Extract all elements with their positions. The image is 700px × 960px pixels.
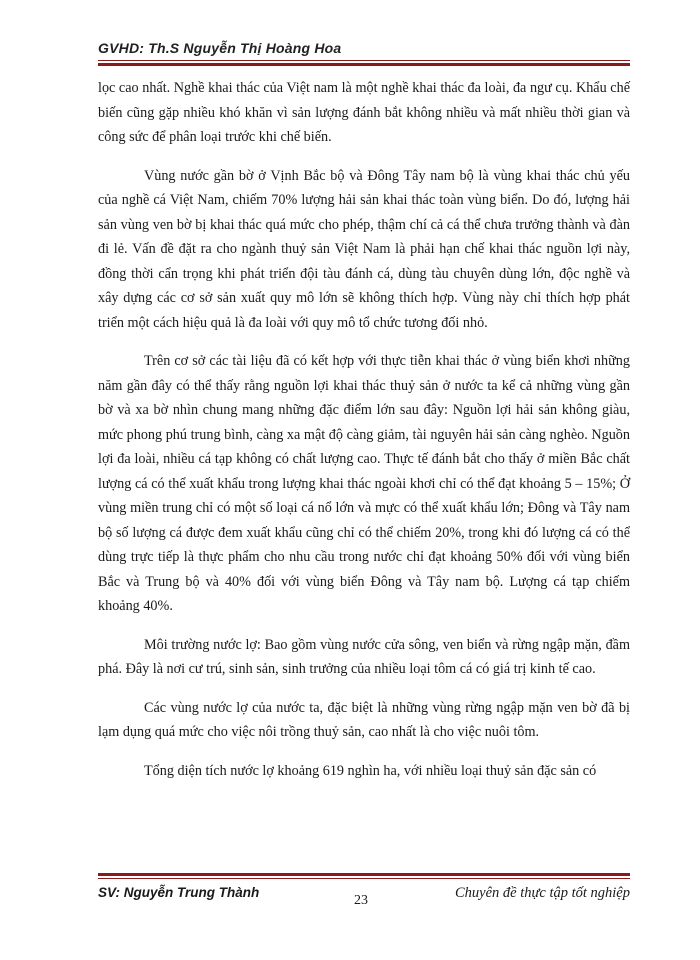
page-header: [98, 40, 630, 66]
header-rule-thin: [98, 60, 630, 61]
document-body: [98, 76, 630, 797]
header-rule-thick: [98, 63, 630, 66]
page-footer: [98, 873, 630, 915]
paragraph-offshore-resources: Trên cơ sở các tài liệu đã có kết hợp với thực tiễn khai thác ở vùng biển khơi những năm gần đây có thể thấy rằng nguồn lợi khai thác thuỷ sản ở nước ta kể cả những vùng gần bờ và xa bờ nhìn chung mang những đặc điểm lớn sau đây: Nguồn lợi hải sản không giàu, mức phong phú trung bình, càng xa mật độ càng giảm, tài nguyên hải sản càng nghèo. Nguồn lợi đa loài, nhiều cá tạp không có chất lượng cao. Thực tế đánh bắt cho thấy ở miền Bắc chất lượng cá có thể xuất khẩu trong lượng khai thác ngoài khơi chỉ có thể đạt khoảng 5 – 15%; Ở vùng miền trung chỉ có một số loại cá nổ lớn và mực có thể xuất khẩu lớn; Đông và Tây nam bộ số lượng cá được đem xuất khẩu cũng chỉ có thể chiếm 20%, trong khi đó lượng cá có thể dùng trực tiếp là thực phẩm cho nhu cầu trong nước chỉ đạt khoảng 50% đối với vùng biển Bắc và Trung bộ và 40% đối với vùng biển Đông và Tây nam bộ. Lượng cá tạp chiếm khoảng 40%.: [98, 353, 630, 614]
paragraph-continuation: lọc cao nhất. Nghề khai thác của Việt nam là một nghề khai thác đa loài, đa ngư cụ. Khẩu chế biến cũng gặp nhiều khó khăn vì sản lượng đánh bắt không nhiều và mất nhiều thời gian và công sức để phân loại trước khi chế biến.: [98, 80, 630, 145]
footer-subtitle: Chuyên đề thực tập tốt nghiệp: [454, 885, 630, 901]
footer-row: [98, 885, 630, 915]
paragraph-coastal-waters: Vùng nước gần bờ ở Vịnh Bắc bộ và Đông Tây nam bộ là vùng khai thác chủ yếu của nghề cá Việt Nam, chiếm 70% lượng hải sản khai thác toàn vùng biển. Do đó, lượng hải sản vùng ven bờ bị khai thác quá mức cho phép, thậm chí cả cá thể chưa trưởng thành và đàn đi lẻ. Vấn đề đặt ra cho ngành thuỷ sản Việt Nam là phải hạn chế khai thác nguồn lợi này, đồng thời cẩn trọng khi phát triển đội tàu đánh cá, dùng tàu chuyên dùng lớn, độc nghề và xây dựng các cơ sở sản xuất quy mô lớn sẽ không thích hợp. Vùng này chỉ thích hợp phát triển một cách hiệu quả là đa loài với quy mô tổ chức tương đối nhỏ.: [98, 167, 630, 331]
footer-rule-thin: [98, 878, 630, 879]
paragraph-brackish-environment: Môi trường nước lợ: Bao gồm vùng nước cửa sông, ven biển và rừng ngập mặn, đầm phá. Đây là nơi cư trú, sinh sản, sinh trưởng của nhiều loại tôm cá có giá trị kinh tế cao.: [98, 636, 630, 677]
footer-rule-thick: [98, 873, 630, 876]
paragraph-brackish-areas: Các vùng nước lợ của nước ta, đặc biệt là những vùng rừng ngập mặn ven bờ đã bị lạm dụng quá mức cho việc nôi trồng thuỷ sản, cao nhất là cho việc nuôi tôm.: [98, 699, 630, 740]
paragraph-brackish-total: Tổng diện tích nước lợ khoảng 619 nghìn ha, với nhiều loại thuỷ sản đặc sản có: [144, 762, 597, 779]
page-number: 23: [354, 893, 368, 908]
header-advisor: GVHD: Th.S Nguyễn Thị Hoàng Hoa: [98, 40, 342, 56]
footer-student: SV: Nguyễn Trung Thành: [98, 885, 260, 900]
